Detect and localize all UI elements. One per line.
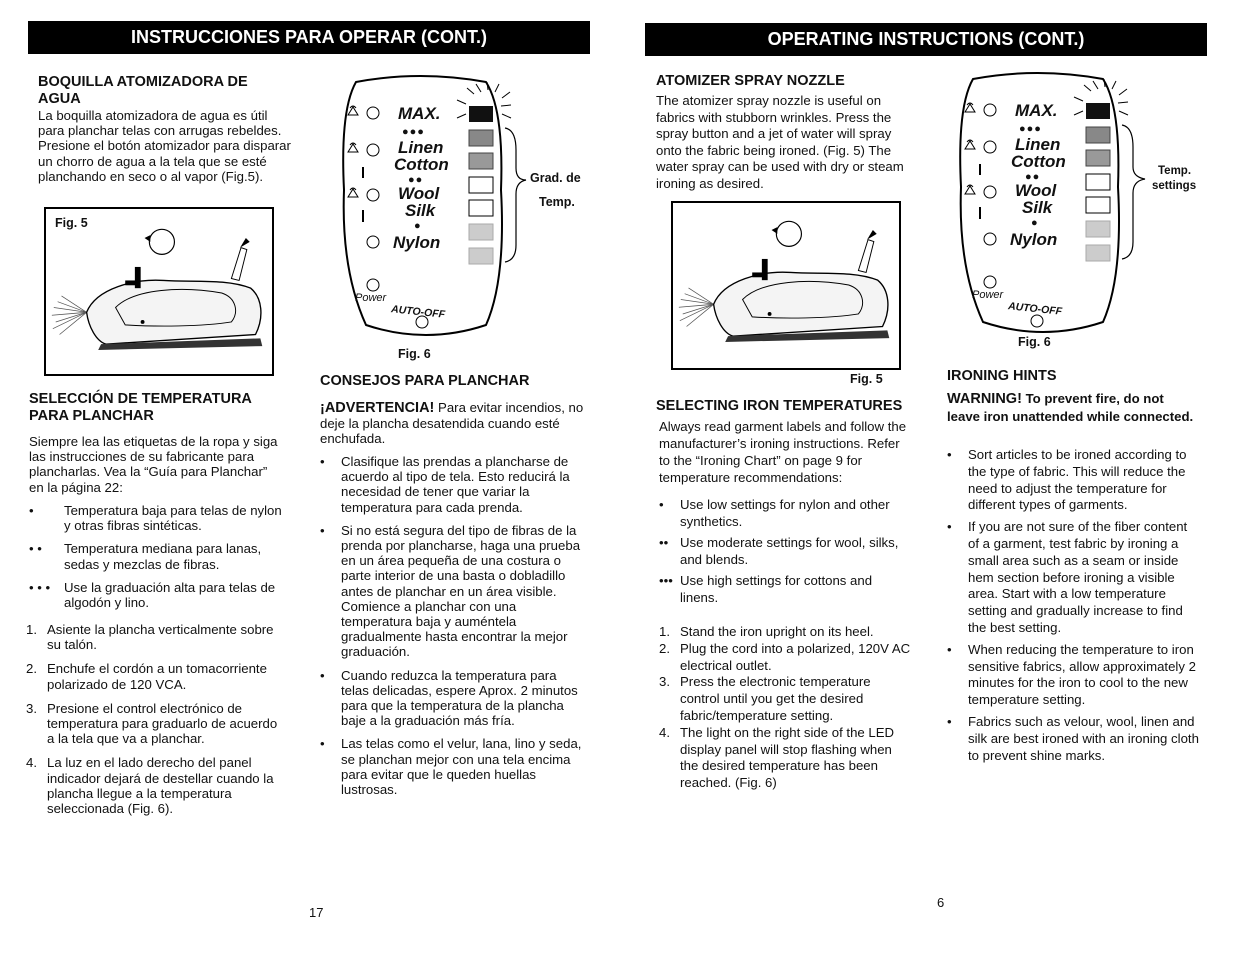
- list-item: 1. Stand the iron upright on its heel.: [659, 624, 874, 639]
- list-item: •• Use moderate settings for wool, silks, and blends.: [659, 535, 899, 567]
- list-item: • Fabrics such as velour, wool, linen and silk are best ironed with an ironing cloth to prevent shine marks.: [947, 713, 1199, 763]
- right-panel-power: Power: [972, 289, 1004, 301]
- list-item: 2. Plug the cord into a polarized, 120V AC electrical outlet.: [659, 640, 911, 673]
- right-hints-title: IRONING HINTS: [947, 368, 1057, 384]
- list-item: • Si no está segura del tipo de fibras de la prenda por plancharse, haga una prueba en un área pequeña de una costura o parte interior de una basta o dobladillo antes de planchar en un área visible. Comience a planchar con una temperatura baja y auméntela gradualmente hasta encontrar la mejor graduación.: [320, 522, 581, 660]
- left-panel-auto-off: AUTO-OFF: [390, 303, 446, 321]
- left-panel-max: MAX.: [398, 104, 441, 123]
- left-panel-side-label-1: Grad. de: [530, 171, 581, 185]
- right-temp-bullets: [659, 497, 909, 606]
- right-panel-dots2: ●●: [1025, 171, 1041, 183]
- list-item: • If you are not sure of the fiber content of a garment, test fabric by ironing a small area such as a seam or inside hem section before ironing a visible area. Start with a low temperature setting and gradually increase to find the best setting.: [947, 519, 1188, 635]
- list-item: 2. Enchufe el cordón a un tomacorriente polarizado de 120 VCA.: [26, 661, 267, 692]
- list-item: • Clasifique las prendas a plancharse de acuerdo al tipo de tela. Esto reducirá la necesidad de tener que variar la temperatura para cada prenda.: [320, 454, 570, 515]
- right-panel-side-label-1: Temp.: [1158, 165, 1192, 177]
- right-panel-max: MAX.: [1015, 101, 1058, 120]
- left-panel-wool: Wool: [398, 184, 440, 203]
- left-panel-linen: Linen: [398, 138, 444, 157]
- left-atomizer-body: La boquilla atomizadora de agua es útil para planchar telas con arrugas rebeldes. Presione el botón atomizador para disparar un chorro de agua a la tela que se esté planchando en seco o al vapor (Fig.5).: [38, 108, 291, 184]
- left-panel-cotton: Cotton: [394, 155, 449, 174]
- right-control-panel: [953, 67, 1193, 342]
- left-page-number: 17: [309, 905, 324, 920]
- list-item: ••• Use high settings for cottons and linens.: [659, 573, 873, 605]
- right-fig6-label: Fig. 6: [1018, 335, 1051, 349]
- left-panel-side-label-2: Temp.: [539, 195, 575, 209]
- right-iron-illustration: [675, 209, 897, 361]
- left-panel-nylon: Nylon: [393, 233, 441, 252]
- right-temp-intro: Always read garment labels and follow the manufacturer’s ironing instructions. Refer to the “Ironing Chart” on page 9 for temperature recommendations:: [659, 419, 907, 485]
- left-fig6-label: Fig. 6: [398, 347, 431, 361]
- right-temp-steps: [659, 624, 911, 792]
- right-panel-side-label-2: settings: [1152, 180, 1197, 192]
- left-banner: INSTRUCCIONES PARA OPERAR (CONT.): [28, 21, 590, 54]
- right-panel-silk: Silk: [1022, 198, 1053, 217]
- list-item: 3. Press the electronic temperature control until you get the desired fabric/temperature setting.: [659, 674, 871, 723]
- right-banner: OPERATING INSTRUCTIONS (CONT.): [645, 23, 1207, 56]
- left-temp-steps: [26, 622, 288, 816]
- list-item: 3. Presione el control electrónico de temperatura para graduarlo de acuerdo a la tela que va a planchar.: [26, 700, 278, 747]
- list-item: • Temperatura baja para telas de nylon y otras fibras sintéticas.: [29, 503, 282, 534]
- list-item: 4. The light on the right side of the LED display panel will stop flashing when the desired temperature has been reached. (Fig. 6): [659, 724, 895, 791]
- left-atomizer-title: BOQUILLA ATOMIZADORA DE AGUA: [38, 74, 248, 107]
- left-fig5-frame: [44, 207, 274, 376]
- right-hints-bullets: [947, 447, 1199, 764]
- left-fig5-label: Fig. 5: [55, 216, 88, 230]
- right-panel-dots3: ●●●: [1019, 123, 1042, 135]
- list-item: • Use low settings for nylon and other synthetics.: [659, 497, 890, 529]
- left-temp-intro: Siempre lea las etiquetas de la ropa y siga las instrucciones de su fabricante para plancharlas. Vea la “Guía para Planchar” en la página 22:: [29, 434, 278, 495]
- left-hints-title: CONSEJOS PARA PLANCHAR: [320, 373, 530, 389]
- list-item: • Las telas como el velur, lana, lino y seda, se planchan mejor con una tela encima para evitar que le queden huellas lustrosas.: [320, 736, 582, 798]
- left-panel-silk: Silk: [405, 201, 436, 220]
- left-temp-bullets: [29, 503, 291, 610]
- left-panel-dots3: ●●●: [402, 126, 425, 138]
- left-iron-illustration: [48, 219, 270, 367]
- right-fig5-frame: [671, 201, 901, 370]
- left-panel-dots1: ●: [414, 220, 421, 232]
- left-panel-dots2: ●●: [408, 174, 424, 186]
- right-hints-warning: WARNING! To prevent fire, do not leave iron unattended while connected.: [947, 391, 1194, 424]
- left-hints-warning: ¡ADVERTENCIA! Para evitar incendios, no deje la plancha desatendida cuando esté enchufada.: [320, 400, 584, 447]
- right-panel-dots1: ●: [1031, 217, 1038, 229]
- list-item: • Sort articles to be ironed according to the type of fabric. This will reduce the need to adjust the temperature for different types of garments.: [947, 447, 1187, 513]
- list-item: 1. Asiente la plancha verticalmente sobre su talón.: [26, 622, 274, 653]
- right-atomizer-title: ATOMIZER SPRAY NOZZLE: [656, 73, 845, 89]
- list-item: 4. La luz en el lado derecho del panel indicador dejará de destellar cuando la plancha llegue a la temperatura seleccionada (Fig. 6).: [26, 755, 274, 817]
- right-panel-linen: Linen: [1015, 135, 1061, 154]
- left-temp-title: SELECCIÓN DE TEMPERATURA PARA PLANCHAR: [29, 391, 252, 424]
- list-item: • Cuando reduzca la temperatura para telas delicadas, espere Aprox. 2 minutos para que la temperatura de la plancha baje a la graduación más fría.: [320, 667, 578, 729]
- list-item: • • Temperatura mediana para lanas, sedas y mezclas de fibras.: [29, 541, 262, 572]
- right-panel-nylon: Nylon: [1010, 230, 1058, 249]
- list-item: • When reducing the temperature to iron sensitive fabrics, allow approximately 2 minutes for the iron to cool to the new temperature setting.: [947, 641, 1196, 708]
- right-atomizer-body: The atomizer spray nozzle is useful on fabrics with stubborn wrinkles. Press the spray button and a jet of water will spray onto the fabric being ironed. (Fig. 5) The water spray can be used with dry or steam ironing as desired.: [656, 93, 904, 191]
- right-panel-wool: Wool: [1015, 181, 1057, 200]
- right-page-number: 6: [937, 895, 945, 910]
- left-panel-power: Power: [355, 292, 387, 304]
- right-fig5-label: Fig. 5: [850, 372, 883, 386]
- right-panel-cotton: Cotton: [1011, 152, 1066, 171]
- right-temp-title: SELECTING IRON TEMPERATURES: [656, 398, 903, 414]
- list-item: • • • Use la graduación alta para telas de algodón y lino.: [29, 579, 276, 611]
- right-panel-auto-off: AUTO-OFF: [1007, 300, 1063, 318]
- left-hints-bullets: [320, 454, 586, 797]
